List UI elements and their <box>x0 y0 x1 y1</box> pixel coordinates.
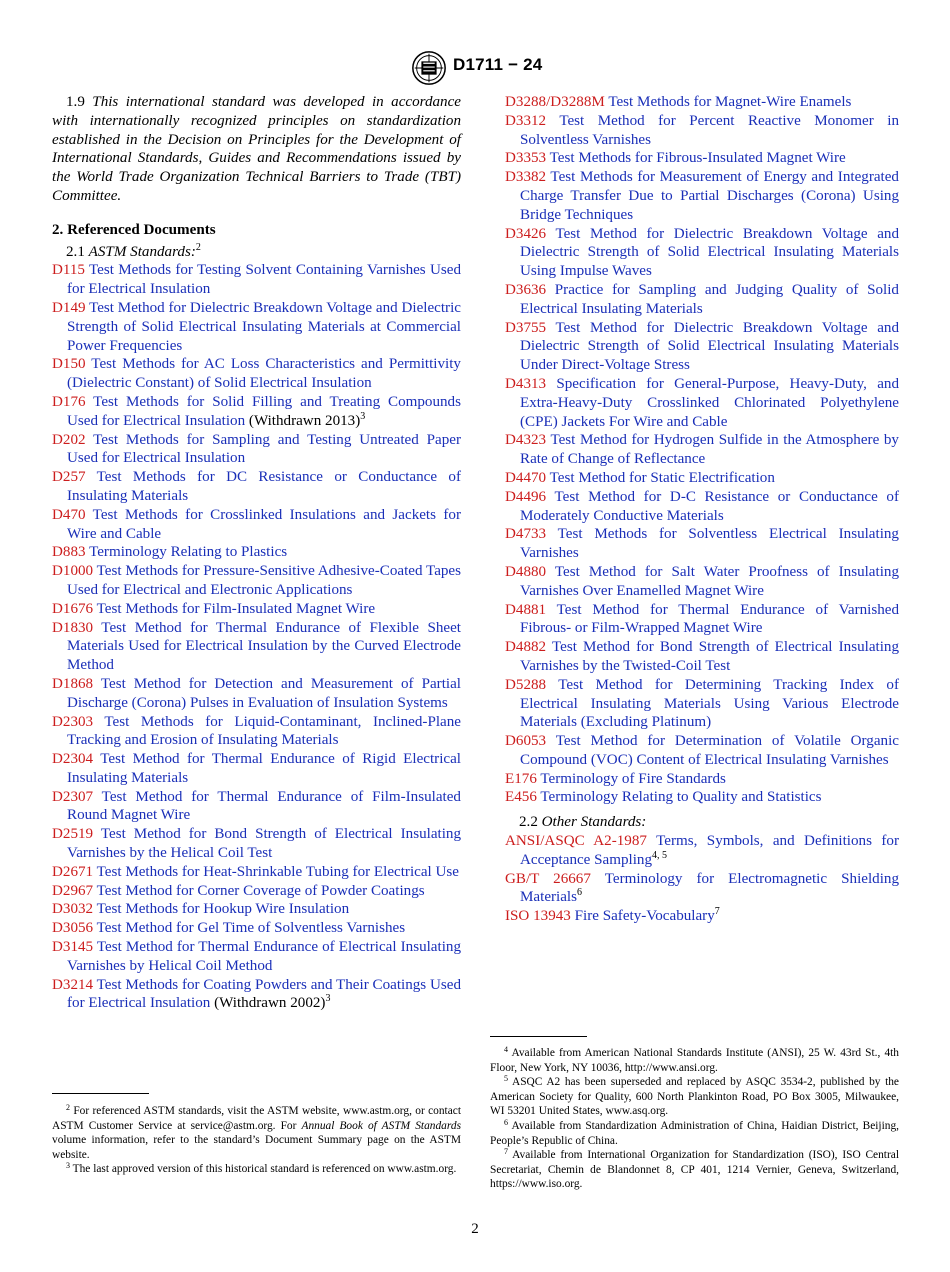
reference-code-link[interactable]: D115 <box>52 262 85 279</box>
reference-entry <box>505 112 899 150</box>
document-number: D1711 − 24 <box>453 55 543 74</box>
reference-code-link[interactable]: D3214 <box>52 976 94 993</box>
footnote-number: 4 <box>504 1045 508 1054</box>
reference-title-link[interactable]: Test Method for Corner Coverage of Powder Coatings <box>96 882 425 899</box>
reference-code-link[interactable]: D149 <box>52 299 86 316</box>
footnote <box>490 1119 899 1148</box>
footnote-text: For referenced ASTM standards, visit the ASTM website, www.astm.org, or contact ASTM Customer Service at service@astm.org. For <box>52 1105 461 1132</box>
right-column <box>505 93 899 926</box>
reference-title-link[interactable]: Specification for General-Purpose, Heavy-Duty, and Extra-Heavy-Duty Crosslinked Chlorinated Polyethylene (CPE) Jackets For Wire and Cable <box>520 375 900 430</box>
reference-title-link[interactable]: Test Method for Determining Tracking Index of Electrical Insulating Materials Using Various Electrode Materials (Excluding Platinum) <box>520 676 899 731</box>
reference-title-link[interactable]: Test Method for Detection and Measurement of Partial Discharge (Corona) Pulses in Evaluation of Insulation Systems <box>67 675 461 711</box>
reference-code-link[interactable]: D4880 <box>505 563 547 580</box>
footnote-ref: 3 <box>360 410 366 422</box>
reference-title-link[interactable]: Terminology of Fire Standards <box>540 770 726 787</box>
reference-code-link[interactable]: D5288 <box>505 676 547 693</box>
reference-code-link[interactable]: D3636 <box>505 281 547 298</box>
reference-code-link[interactable]: D4882 <box>505 639 547 656</box>
reference-entry <box>505 149 899 168</box>
reference-entry <box>52 938 461 976</box>
reference-title-link[interactable]: Test Methods for Sampling and Testing Untreated Paper Used for Electrical Insulation <box>67 431 461 467</box>
page-header <box>0 49 950 89</box>
footnote-number: 7 <box>504 1147 508 1157</box>
footnotes-left <box>52 1104 461 1177</box>
reference-title-link[interactable]: Practice for Sampling and Judging Quality of Solid Electrical Insulating Materials <box>520 281 899 317</box>
reference-title-link[interactable]: Test Methods for Fibrous-Insulated Magnet Wire <box>549 150 846 167</box>
reference-entry <box>505 788 899 807</box>
reference-title-link[interactable]: Test Method for D-C Resistance or Conductance of Moderately Conductive Materials <box>520 488 899 524</box>
reference-code-link[interactable]: D2967 <box>52 882 94 899</box>
withdrawn-note: (Withdrawn 2013) <box>248 412 361 429</box>
reference-code-link[interactable]: D4733 <box>505 526 547 543</box>
reference-entry <box>52 919 461 938</box>
footnote <box>490 1148 899 1192</box>
reference-title-link[interactable]: Test Methods for DC Resistance or Conductance of Insulating Materials <box>67 469 461 504</box>
reference-entry <box>505 93 899 112</box>
reference-entry <box>52 468 461 506</box>
reference-title-link[interactable]: Test Methods for Crosslinked Insulations and Jackets for Wire and Cable <box>67 506 461 542</box>
reference-entry <box>52 900 461 919</box>
reference-title-link[interactable]: Test Methods for Solventless Electrical Insulating Varnishes <box>520 526 899 562</box>
other-standards-list <box>505 832 899 926</box>
reference-code-link[interactable]: GB/T 26667 <box>505 870 591 887</box>
reference-entry <box>505 732 899 770</box>
reference-code-link[interactable]: D3312 <box>505 112 547 129</box>
reference-entry <box>52 261 461 299</box>
reference-entry <box>505 469 899 488</box>
reference-entry <box>505 431 899 469</box>
reference-code-link[interactable]: D4496 <box>505 488 547 505</box>
reference-title-link[interactable]: Terminology for Electromagnetic Shielding Materials <box>520 870 899 906</box>
reference-code-link[interactable]: E176 <box>505 770 537 787</box>
footnote-ref: 4, 5 <box>652 849 668 861</box>
reference-code-link[interactable]: D883 <box>52 544 86 561</box>
reference-entry <box>52 788 461 826</box>
reference-entry <box>52 562 461 600</box>
reference-entry <box>52 825 461 863</box>
reference-entry <box>505 638 899 676</box>
reference-entry <box>505 907 899 926</box>
reference-code-link[interactable]: D2303 <box>52 713 94 730</box>
reference-title-link[interactable]: Test Method for Dielectric Breakdown Voltage and Dielectric Strength of Solid Electrical Insulating Materials Using Impulse Waves <box>520 225 899 280</box>
subsection-astm: 2.1 ASTM Standards:$^2$ <box>66 241 201 260</box>
reference-entry <box>52 675 461 713</box>
reference-entry <box>505 281 899 319</box>
reference-entry <box>52 713 461 751</box>
astm-standards-list-left <box>52 261 461 1013</box>
footnote-number: 2 <box>66 1103 70 1112</box>
reference-title-link[interactable]: Test Methods for Liquid-Contaminant, Inclined-Plane Tracking and Erosion of Insulating Materials <box>67 713 461 749</box>
footnote <box>490 1075 899 1119</box>
reference-entry <box>52 431 461 469</box>
reference-title-link[interactable]: Test Methods for Film-Insulated Magnet Wire <box>96 600 376 617</box>
reference-title-link[interactable]: Test Methods for Magnet-Wire Enamels <box>608 94 852 110</box>
footnote-rule-left <box>52 1093 149 1094</box>
footnote-ref: 3 <box>325 993 331 1005</box>
reference-title-link[interactable]: Test Method for Dielectric Breakdown Voltage and Dielectric Strength of Solid Electrical Insulating Materials at Commercial Power Frequencies <box>67 299 461 354</box>
intro-number: 1.9 <box>66 94 85 110</box>
reference-title-link[interactable]: Test Method for Thermal Endurance of Rigid Electrical Insulating Materials <box>67 751 461 786</box>
footnote-text: Available from International Organization for Standardization (ISO), ISO Central Secretariat, Chemin de Blandonnet 8, CP 401, 1214 Vernier, Geneva, Switzerland, https://www.iso.org. <box>490 1149 899 1191</box>
reference-entry <box>52 750 461 788</box>
reference-entry <box>505 319 899 375</box>
reference-code-link[interactable]: D1000 <box>52 563 94 580</box>
left-column <box>52 93 461 1013</box>
reference-title-link[interactable]: Fire Safety-Vocabulary <box>574 908 715 925</box>
reference-title-link[interactable]: Test Method for Bond Strength of Electrical Insulating Varnishes by the Twisted-Coil Test <box>520 639 899 674</box>
reference-code-link[interactable]: D2307 <box>52 788 94 805</box>
footnote <box>490 1046 899 1075</box>
footnote-number: 6 <box>504 1117 508 1127</box>
reference-entry <box>52 882 461 901</box>
reference-code-link[interactable]: ANSI/ASQC A2-1987 <box>505 833 647 850</box>
reference-code-link[interactable]: D202 <box>52 431 86 448</box>
withdrawn-note: (Withdrawn 2002) <box>214 995 326 1012</box>
reference-title-link[interactable]: Test Method for Bond Strength of Electrical Insulating Varnishes by the Helical Coil Test <box>67 826 461 862</box>
reference-title-link[interactable]: Test Method for Thermal Endurance of Electrical Insulating Varnishes by Helical Coil Method <box>67 939 461 974</box>
reference-title-link[interactable]: Test Method for Thermal Endurance of Flexible Sheet Materials Used for Electrical Insulation by the Curved Electrode Method <box>67 619 461 674</box>
reference-title-link[interactable]: Terminology Relating to Plastics <box>89 544 288 561</box>
reference-code-link[interactable]: D4470 <box>505 469 547 486</box>
reference-title-link[interactable]: Test Methods for Testing Solvent Containing Varnishes Used for Electrical Insulation <box>67 262 461 298</box>
astm-logo <box>410 49 448 87</box>
reference-entry <box>52 600 461 619</box>
reference-entry <box>505 832 899 870</box>
footnote <box>52 1104 461 1162</box>
footnote-rule-right <box>490 1036 587 1037</box>
subsection-other: 2.2 Other Standards: <box>519 814 647 831</box>
reference-entry <box>52 506 461 544</box>
reference-title-link[interactable]: Test Methods for Measurement of Energy and Integrated Charge Transfer Due to Partial Discharges (Corona) Using Bridge Techniques <box>520 169 899 223</box>
reference-title-link[interactable]: Test Method for Salt Water Proofness of Insulating Varnishes Over Enamelled Magnet Wire <box>520 563 899 599</box>
reference-code-link[interactable]: D3288/D3288M <box>505 94 605 110</box>
reference-code-link[interactable]: D6053 <box>505 733 547 750</box>
reference-code-link[interactable]: D2304 <box>52 751 94 768</box>
reference-entry <box>52 299 461 355</box>
reference-code-link[interactable]: D3056 <box>52 920 94 937</box>
reference-code-link[interactable]: D4881 <box>505 601 547 618</box>
astm-standards-list-right <box>505 93 899 807</box>
reference-code-link[interactable]: D3353 <box>505 150 547 167</box>
reference-entry <box>505 525 899 563</box>
reference-entry <box>52 619 461 675</box>
reference-entry <box>505 375 899 431</box>
reference-title-link[interactable]: Terms, Symbols, and Definitions for Acceptance Sampling <box>520 833 899 868</box>
reference-code-link[interactable]: D4313 <box>505 375 547 392</box>
intro-paragraph <box>52 93 461 206</box>
reference-title-link[interactable]: Test Methods for Coating Powders and Their Coatings Used for Electrical Insulation <box>67 976 461 1012</box>
reference-entry <box>52 543 461 562</box>
reference-title-link[interactable]: Test Method for Dielectric Breakdown Voltage and Dielectric Strength of Solid Electrical Insulating Materials Under Direct-Voltage Stress <box>520 319 899 374</box>
reference-code-link[interactable]: D3426 <box>505 225 547 242</box>
reference-entry <box>505 168 899 224</box>
reference-code-link[interactable]: D3145 <box>52 939 94 956</box>
section-heading: 2. Referenced Documents <box>52 221 216 238</box>
reference-entry <box>505 563 899 601</box>
footnote-text: ASQC A2 has been superseded and replaced by ASQC 3534-2, published by the American Society for Quality, 600 North Plankinton Road, PO Box 3005, Milwaukee, WI 53201 United States, www.asq.org. <box>490 1076 899 1118</box>
reference-title-link[interactable]: Test Methods for Hookup Wire Insulation <box>96 901 350 918</box>
reference-title-link[interactable]: Test Method for Gel Time of Solventless Varnishes <box>96 920 406 937</box>
reference-entry <box>52 976 461 1014</box>
footnote-text: The last approved version of this historical standard is referenced on www.astm.org. <box>70 1163 457 1176</box>
page-number: 2 <box>471 1221 479 1237</box>
reference-title-link[interactable]: Test Method for Static Electrification <box>549 469 775 486</box>
reference-title-link[interactable]: Test Method for Hydrogen Sulfide in the Atmosphere by Rate of Change of Reflectance <box>520 432 899 468</box>
reference-code-link[interactable]: D2519 <box>52 826 94 843</box>
reference-title-link[interactable]: Test Methods for Heat-Shrinkable Tubing for Electrical Use <box>96 863 459 880</box>
reference-code-link[interactable]: D3755 <box>505 319 547 336</box>
reference-code-link[interactable]: D1830 <box>52 619 94 636</box>
reference-code-link[interactable]: D470 <box>52 506 86 523</box>
footnote-number: 5 <box>504 1074 508 1084</box>
reference-code-link[interactable]: ISO 13943 <box>505 908 571 925</box>
reference-entry <box>505 225 899 281</box>
intro-text: This international standard was developed in accordance with internationally recognized principles on standardization established in the Decision on Principles for the Development of International Standards, Guides and Recommendations issued by the World Trade Organization Technical Barriers to Trade (TBT) Committee. <box>52 94 461 204</box>
footnote-italic: Annual Book of ASTM Standards <box>301 1119 462 1132</box>
reference-entry <box>52 355 461 393</box>
reference-code-link[interactable]: D150 <box>52 356 86 373</box>
footnote-ref: 7 <box>714 906 720 918</box>
reference-title-link[interactable]: Test Method for Thermal Endurance of Film-Insulated Round Magnet Wire <box>67 788 461 824</box>
reference-title-link[interactable]: Test Methods for Pressure-Sensitive Adhesive-Coated Tapes Used for Electrical and Electronic Applications <box>67 563 462 598</box>
reference-code-link[interactable]: D4323 <box>505 432 547 449</box>
footnote-number: 3 <box>66 1161 70 1171</box>
reference-entry <box>505 870 899 908</box>
footnote-ref: 6 <box>577 887 582 899</box>
reference-code-link[interactable]: E456 <box>505 789 537 806</box>
reference-entry <box>505 601 899 639</box>
reference-title-link[interactable]: Test Methods for AC Loss Characteristics and Permittivity (Dielectric Constant) of Solid Electrical Insulation <box>67 356 461 392</box>
reference-entry <box>52 393 461 431</box>
reference-code-link[interactable]: D1868 <box>52 675 94 692</box>
reference-code-link[interactable]: D257 <box>52 469 86 486</box>
reference-title-link[interactable]: Terminology Relating to Quality and Statistics <box>540 789 822 806</box>
reference-title-link[interactable]: Test Method for Determination of Volatile Organic Compound (VOC) Content of Electrical Insulating Varnishes <box>520 733 899 768</box>
reference-code-link[interactable]: D3032 <box>52 901 94 918</box>
reference-entry <box>505 488 899 526</box>
reference-code-link[interactable]: D1676 <box>52 600 94 617</box>
reference-entry <box>52 863 461 882</box>
footnote <box>52 1162 461 1177</box>
reference-entry <box>505 676 899 732</box>
reference-title-link[interactable]: Test Method for Thermal Endurance of Varnished Fibrous- or Film-Wrapped Magnet Wire <box>520 601 899 637</box>
reference-code-link[interactable]: D2671 <box>52 863 94 880</box>
reference-title-link[interactable]: Test Method for Percent Reactive Monomer in Solventless Varnishes <box>520 112 899 148</box>
reference-code-link[interactable]: D3382 <box>505 169 547 186</box>
footnote-text: Available from Standardization Administration of China, Haidian District, Beijing, People’s Republic of China. <box>490 1119 899 1147</box>
footnote-text: volume information, refer to the standard’s Document Summary page on the ASTM website. <box>52 1134 461 1161</box>
reference-code-link[interactable]: D176 <box>52 393 86 410</box>
footnote-text: Available from American National Standards Institute (ANSI), 25 W. 43rd St., 4th Floor, New York, NY 10036, http://www.ansi.org. <box>490 1047 899 1074</box>
reference-entry <box>505 770 899 789</box>
footnotes-right <box>490 1046 899 1192</box>
reference-title-link[interactable]: Test Methods for Solid Filling and Treating Compounds Used for Electrical Insulation <box>67 393 461 429</box>
